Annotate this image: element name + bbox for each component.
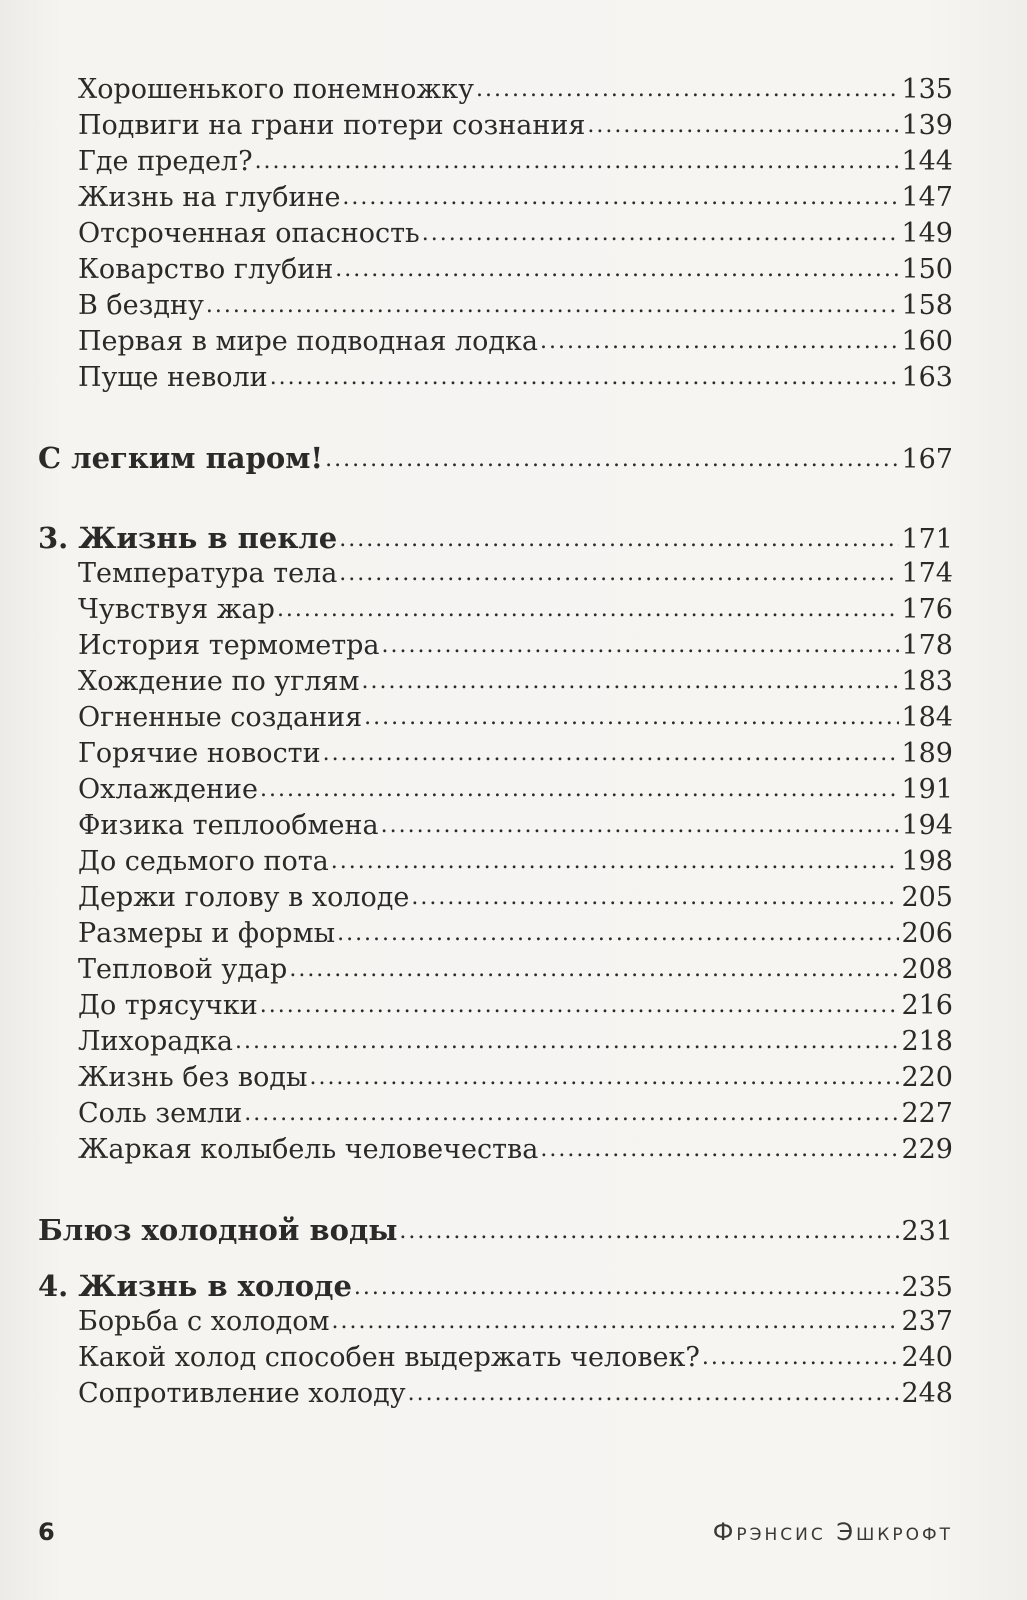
toc-section-heading xyxy=(38,1212,953,1248)
toc-entry-title: Первая в мире подводная лодка xyxy=(78,326,539,357)
page-footer xyxy=(38,1518,953,1546)
dot-leader xyxy=(244,1094,899,1132)
toc-entry-title: Держи голову в холоде xyxy=(78,882,410,913)
toc-entry xyxy=(38,1132,953,1168)
toc-entry-title: Где предел? xyxy=(78,146,253,177)
toc-entry xyxy=(38,360,953,396)
toc-entry-title: Хождение по углям xyxy=(78,666,360,697)
toc-entry xyxy=(38,252,953,288)
toc-entry xyxy=(38,180,953,216)
toc-entry xyxy=(38,844,953,880)
dot-leader xyxy=(702,1338,900,1376)
toc-entry xyxy=(38,592,953,628)
page-number: 6 xyxy=(38,1518,55,1546)
dot-leader xyxy=(540,322,899,360)
dot-leader xyxy=(476,70,899,108)
toc-entry-title: Хорошенького понемножку xyxy=(78,74,474,105)
toc-entry-page: 158 xyxy=(901,290,953,321)
toc-entry-page: 150 xyxy=(901,254,953,285)
toc-entry-title: Жизнь без воды xyxy=(78,1062,308,1093)
dot-leader xyxy=(382,626,900,664)
toc-entry-page: 191 xyxy=(901,774,953,805)
toc-entry xyxy=(38,324,953,360)
toc-entry-page: 208 xyxy=(901,954,953,985)
dot-leader xyxy=(270,358,900,396)
dot-leader xyxy=(354,1266,900,1306)
dot-leader xyxy=(332,1302,900,1340)
toc-entry-title: Чувствуя жар xyxy=(78,594,275,625)
toc-entry-page: 147 xyxy=(901,182,953,213)
dot-leader xyxy=(540,1130,899,1168)
toc-entry xyxy=(38,1096,953,1132)
toc-entry-title: До трясучки xyxy=(78,990,258,1021)
dot-leader xyxy=(289,950,899,988)
dot-leader xyxy=(309,1058,899,1096)
toc-entry-page: 171 xyxy=(901,524,953,555)
toc-entry-page: 163 xyxy=(901,362,953,393)
dot-leader xyxy=(408,1374,900,1412)
toc-entry-title: Физика теплообмена xyxy=(78,810,379,841)
toc-entry-page: 139 xyxy=(901,110,953,141)
dot-leader xyxy=(342,178,899,216)
dot-leader xyxy=(422,214,900,252)
toc-entry xyxy=(38,1376,953,1412)
toc-entry-page: 167 xyxy=(901,444,953,475)
toc-entry-title: Соль земли xyxy=(78,1098,243,1129)
dot-leader xyxy=(325,438,899,478)
toc-entry-page: 220 xyxy=(901,1062,953,1093)
toc-entry-title: Борьба с холодом xyxy=(78,1306,330,1337)
toc-entry xyxy=(38,108,953,144)
toc-entry xyxy=(38,736,953,772)
toc-entry-title: Лихорадка xyxy=(78,1026,233,1057)
toc-entry-page: 205 xyxy=(901,882,953,913)
toc-entry-page: 149 xyxy=(901,218,953,249)
dot-leader xyxy=(362,662,900,700)
dot-leader xyxy=(339,554,899,592)
dot-leader xyxy=(260,986,900,1024)
dot-leader xyxy=(381,806,900,844)
toc-entry-title: Жаркая колыбель человечества xyxy=(78,1134,539,1165)
toc-entry-title: Тепловой удар xyxy=(78,954,288,985)
toc-entry-title: 3. Жизнь в пекле xyxy=(38,521,338,555)
toc-entry xyxy=(38,1024,953,1060)
toc-entry-page: 198 xyxy=(901,846,953,877)
dot-leader xyxy=(206,286,900,324)
dot-leader xyxy=(277,590,900,628)
toc-entry-title: Пуще неволи xyxy=(78,362,268,393)
toc-entry xyxy=(38,808,953,844)
toc-entry-title: Размеры и формы xyxy=(78,918,336,949)
toc-entry-title: Температура тела xyxy=(78,558,338,589)
toc-entry-title: Отсроченная опасность xyxy=(78,218,420,249)
toc-entry-page: 218 xyxy=(901,1026,953,1057)
toc-entry xyxy=(38,1340,953,1376)
toc-entry-title: Охлаждение xyxy=(78,774,259,805)
toc-entry xyxy=(38,916,953,952)
toc-entry-title: Какой холод способен выдержать человек? xyxy=(78,1342,700,1373)
toc-section-heading xyxy=(38,440,953,476)
toc-entry xyxy=(38,144,953,180)
toc-entry-page: 227 xyxy=(901,1098,953,1129)
toc-entry-page: 237 xyxy=(901,1306,953,1337)
dot-leader xyxy=(587,106,899,144)
toc-entry-page: 174 xyxy=(901,558,953,589)
dot-leader xyxy=(255,142,900,180)
toc-entry-title: 4. Жизнь в холоде xyxy=(38,1269,352,1303)
toc-entry xyxy=(38,880,953,916)
running-footer-author: Фрэнсис Эшкрофт xyxy=(712,1518,953,1546)
toc-entry-title: До седьмого пота xyxy=(78,846,329,877)
toc-entry xyxy=(38,556,953,592)
toc-entry-page: 160 xyxy=(901,326,953,357)
toc-entry-title: Огненные создания xyxy=(78,702,363,733)
toc-entry-page: 144 xyxy=(901,146,953,177)
toc-entry xyxy=(38,700,953,736)
toc-entry-page: 229 xyxy=(901,1134,953,1165)
toc-entry xyxy=(38,952,953,988)
toc-entry-title: Горячие новости xyxy=(78,738,321,769)
toc-entry-page: 231 xyxy=(901,1216,953,1247)
toc-entry-title: История термометра xyxy=(78,630,380,661)
toc-entry xyxy=(38,1060,953,1096)
table-of-contents xyxy=(38,72,953,1412)
toc-chapter-heading xyxy=(38,520,953,556)
toc-entry xyxy=(38,772,953,808)
toc-entry-page: 240 xyxy=(901,1342,953,1373)
toc-entry-title: Подвиги на грани потери сознания xyxy=(78,110,586,141)
toc-entry-page: 189 xyxy=(901,738,953,769)
toc-entry xyxy=(38,288,953,324)
dot-leader xyxy=(411,878,899,916)
dot-leader xyxy=(339,518,899,558)
dot-leader xyxy=(364,698,899,736)
toc-entry xyxy=(38,628,953,664)
toc-entry xyxy=(38,72,953,108)
dot-leader xyxy=(399,1210,899,1250)
dot-leader xyxy=(335,250,899,288)
toc-chapter-heading xyxy=(38,1268,953,1304)
toc-entry-page: 183 xyxy=(901,666,953,697)
toc-entry xyxy=(38,988,953,1024)
toc-entry-title: Блюз холодной воды xyxy=(38,1213,398,1247)
toc-entry-title: В бездну xyxy=(78,290,204,321)
toc-entry-title: С легким паром! xyxy=(38,441,324,475)
toc-entry-page: 135 xyxy=(901,74,953,105)
toc-entry xyxy=(38,216,953,252)
toc-entry-page: 216 xyxy=(901,990,953,1021)
toc-entry-page: 184 xyxy=(901,702,953,733)
toc-entry-page: 194 xyxy=(901,810,953,841)
toc-entry-title: Коварство глубин xyxy=(78,254,334,285)
toc-entry-page: 235 xyxy=(901,1272,953,1303)
dot-leader xyxy=(260,770,899,808)
toc-entry-page: 206 xyxy=(901,918,953,949)
toc-entry-page: 178 xyxy=(901,630,953,661)
dot-leader xyxy=(331,842,900,880)
toc-entry-title: Жизнь на глубине xyxy=(78,182,341,213)
toc-entry-page: 248 xyxy=(901,1378,953,1409)
dot-leader xyxy=(323,734,900,772)
toc-entry xyxy=(38,664,953,700)
dot-leader xyxy=(235,1022,899,1060)
toc-entry-page: 176 xyxy=(901,594,953,625)
dot-leader xyxy=(337,914,899,952)
toc-entry xyxy=(38,1304,953,1340)
toc-entry-title: Сопротивление холоду xyxy=(78,1378,406,1409)
